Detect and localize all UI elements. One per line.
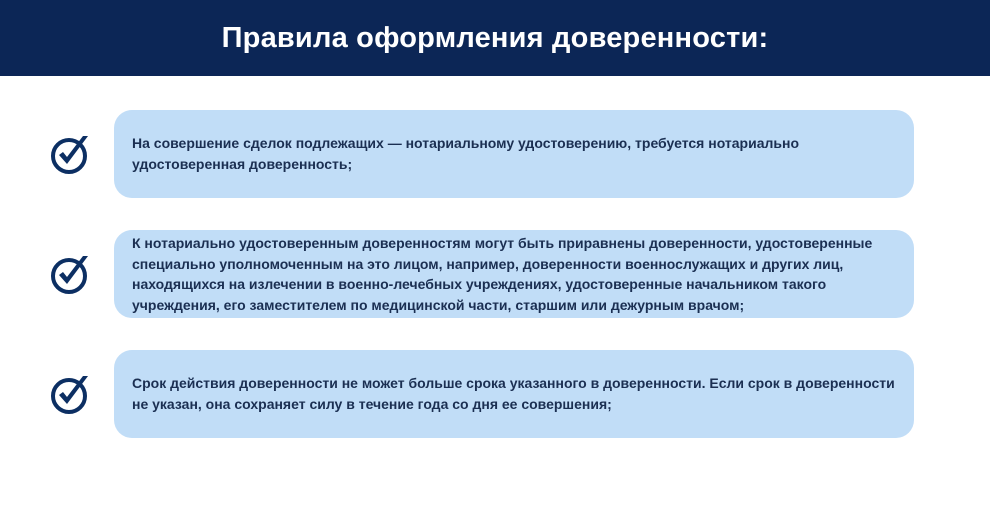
checkmark-circle-icon (50, 133, 92, 175)
rule-text-box (114, 230, 914, 318)
rule-text: На совершение сделок подлежащих — нотариальному удостоверению, требуется нотариально удостоверенная доверенность; (132, 135, 799, 172)
rule-item-1 (0, 110, 990, 198)
rule-text-box (114, 110, 914, 198)
rule-text: Срок действия доверенности не может больше срока указанного в доверенности. Если срок в доверенности не указан, она сохраняет силу в течение года со дня ее совершения; (132, 375, 895, 412)
page-title: Правила оформления доверенности: (221, 21, 769, 54)
rule-item-3 (0, 350, 990, 438)
rule-text-box (114, 350, 914, 438)
rule-item-2 (0, 230, 990, 318)
header-banner (0, 0, 990, 76)
rule-text: К нотариально удостоверенным доверенностям могут быть приравнены доверенности, удостоверенные специально уполномоченным на это лицом, например, доверенности военнослужащих и других лиц, находящихся на излечении в военно-лечебных учреждениях, удостоверенные начальником такого учреждения, его заместителем по медицинской части, старшим или дежурным врачом; (132, 235, 873, 313)
checkmark-circle-icon (50, 373, 92, 415)
checkmark-circle-icon (50, 253, 92, 295)
